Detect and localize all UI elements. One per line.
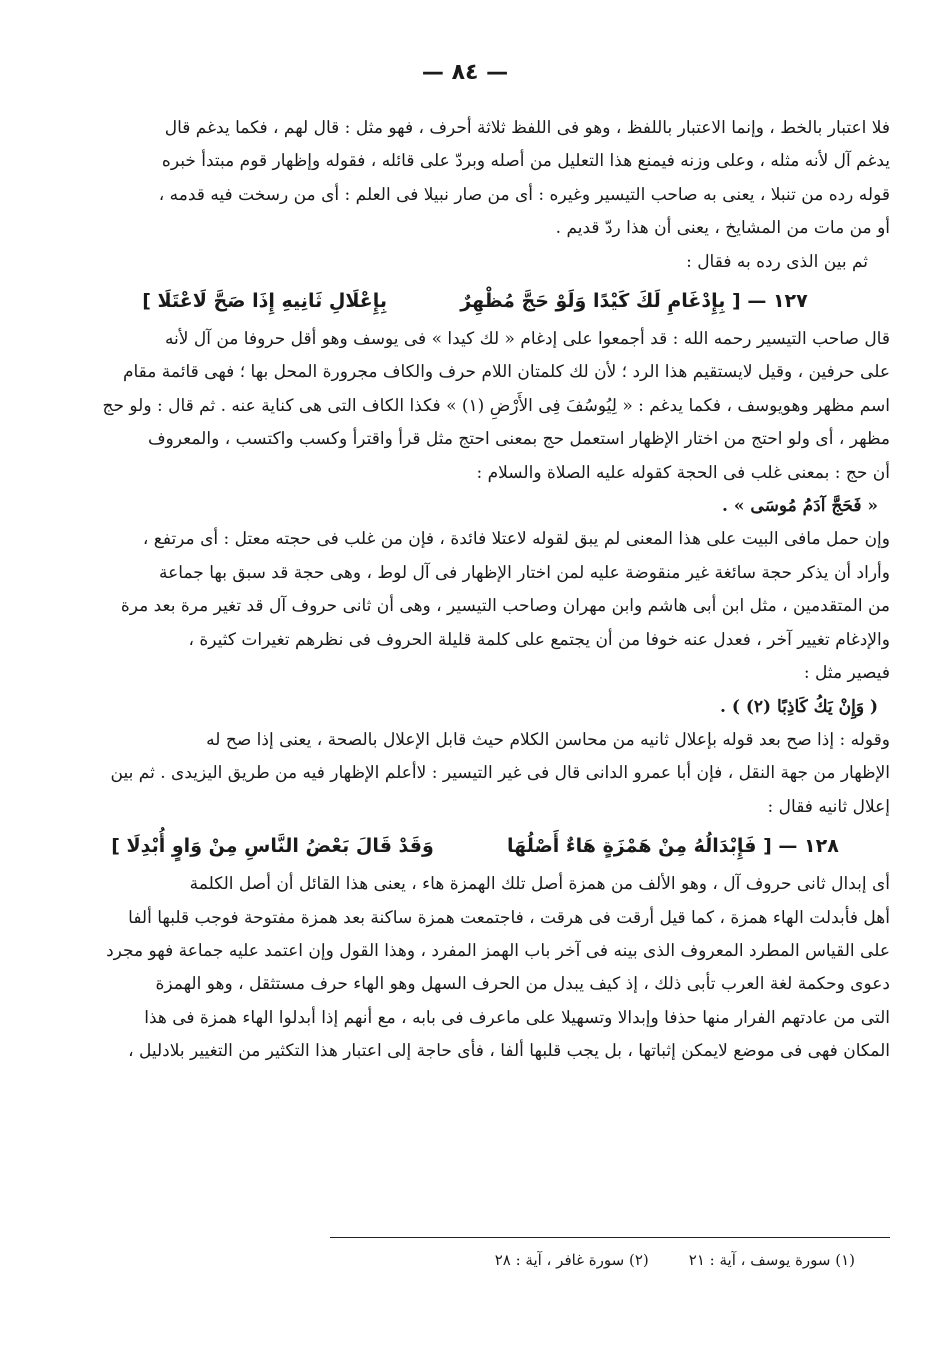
text-line: قال صاحب التيسير رحمه الله : قد أجمعوا على إدغام « لك كيدا » فى يوسف وهو أقل حروفا من آل لأنه bbox=[164, 329, 890, 350]
text-line: على حرفين ، وقيل لايستقيم هذا الرد ؛ لأن لك كلمتان اللام حرف والكاف مجرورة المحل بها ؛ فهى قائمة مقام bbox=[122, 362, 890, 383]
text-line: وإن حمل مافى البيت على هذا المعنى لم يبق لقوله لاعتلا فائدة ، فإن من غلب فى حجته معتل : أى مرتفع ، bbox=[142, 529, 890, 550]
verse-second-half: بِإِعْلَالِ ثَانِيهِ إِذَا صَحَّ لَاعْتَلَا ] bbox=[142, 290, 387, 313]
text-line: مظهر ، أى ولو احتج من اختار الإظهار استعمل حج بمعنى احتج مثل قرأ واقترأ وكسب واكتسب ، والمعروف bbox=[147, 429, 890, 450]
verse-first-half: بِإِدْغَامِ لَكَ كَيْدًا وَلَوْ حَجَّ مُظْهِرٌ bbox=[460, 290, 726, 313]
text-line: التى من عادتهم الفرار منها حذفا وإبدالا وتسهيلا على ماعرف فى بابه ، مع أنهم إذا أبدلوا الهاء همزة فى هذا bbox=[144, 1007, 890, 1028]
text-line: دعوى وحكمة لغة العرب تأبى ذلك ، إذ كيف يبدل من الحرف السهل وهو الهاء حرف مستثقل ، وهو الهمزة bbox=[155, 974, 890, 995]
text-line: من المتقدمين ، مثل ابن أبى هاشم وابن مهران وصاحب التيسير ، وهى أن ثانى حروف آل قد تغير مرة بعد مرة bbox=[120, 596, 890, 617]
text-line: أى إبدال ثانى حروف آل ، وهو الألف من همزة أصل تلك الهمزة هاء ، يعنى هذا القائل أن أصل الكلمة bbox=[189, 874, 890, 895]
footnote-divider bbox=[330, 1237, 890, 1238]
text-line: إعلال ثانيه فقال : bbox=[767, 796, 890, 817]
text-line: والإدغام تغيير آخر ، فعدل عنه خوفا من أن يجتمع على كلمة قليلة الحروف فى نظرهم تغيرات كثيرة ، bbox=[188, 629, 890, 650]
text-line: اسم مظهر وهويوسف ، فكما يدغم : « لِيُوسُفَ فِى الأَرْضِ (١) » فكذا الكاف التى هى كناية عنه . ثم قال : ولو حج bbox=[102, 395, 890, 416]
body-text bbox=[60, 112, 890, 1069]
quran-quote: ( وَإِنْ يَكُ كَاذِبًا (٢) ) . bbox=[720, 696, 878, 717]
text-line: أهل فأبدلت الهاء همزة ، كما قيل أرقت فى هرقت ، فاجتمعت همزة ساكنة بعد همزة مفتوحة فوجب قلبها ألفا bbox=[128, 907, 890, 928]
text-line: قوله رده من تنبلا ، يعنى به صاحب التيسير وغيره : أى من صار نبيلا فى العلم : أى من رسخت فيه قدمه ، bbox=[158, 184, 890, 205]
verse-number: ١٢٧ — [ bbox=[732, 290, 808, 313]
verse-127 bbox=[60, 279, 890, 323]
text-line: يدغم آل لأنه مثله ، وعلى وزنه فيمنع هذا التعليل من أصله وبردّ على قائله ، فقوله وإظهار قوم مبتدأ خبره bbox=[161, 151, 890, 172]
page-number: — ٨٤ — bbox=[421, 60, 509, 85]
verse-number: ١٢٨ — [ bbox=[763, 835, 839, 858]
text-line: المكان فهى فى موضع لايمكن إثباتها ، بل يجب قلبها ألفا ، فأى حاجة إلى اعتبار هذا التكثير من التغيير بلادليل ، bbox=[128, 1041, 890, 1062]
verse-intro: ثم بين الذى رده به فقال : bbox=[686, 251, 868, 272]
footnote-1: (١) سورة يوسف ، آية : ٢١ bbox=[688, 1251, 855, 1269]
text-line: أو من مات من المشايخ ، يعنى أن هذا ردّ قديم . bbox=[555, 218, 890, 239]
text-line: وأراد أن يذكر حجة سائغة غير منقوضة عليه لمن اختار الإظهار فى آل لوط ، وهى حجة قد سبق بها جماعة bbox=[159, 562, 890, 583]
text-line: الإظهار من جهة النقل ، فإن أبا عمرو الدانى قال فى غير التيسير : لاأعلم الإظهار فيه من طريق اليزيدى . ثم بين bbox=[110, 763, 890, 784]
text-line: أن حج : بمعنى غلب فى الحجة كقوله عليه الصلاة والسلام : bbox=[476, 462, 890, 483]
text-line: فيصير مثل : bbox=[803, 663, 890, 684]
verse-first-half: فَإِبْدَالُهُ مِنْ هَمْزَةٍ هَاءٌ أَصْلُهَا bbox=[507, 835, 757, 858]
text-line: على القياس المطرد المعروف الذى بينه فى آخر باب الهمز المفرد ، وهذا القول وإن اعتمد عليه جماعة فهو مجرد bbox=[106, 940, 890, 961]
text-line: وقوله : إذا صح بعد قوله بإعلال ثانيه من محاسن الكلام حيث قابل الإعلال بالصحة ، يعنى إذا صح له bbox=[206, 729, 890, 750]
footnotes bbox=[335, 1248, 855, 1272]
hadith-quote: « فَحَجَّ آدَمُ مُوسَى » . bbox=[722, 496, 878, 517]
footnote-2: (٢) سورة غافر ، آية : ٢٨ bbox=[494, 1251, 649, 1269]
verse-128 bbox=[60, 824, 890, 868]
text-line: فلا اعتبار بالخط ، وإنما الاعتبار باللفظ ، وهو فى اللفظ ثلاثة أحرف ، فهو مثل : قال لهم ، فكما يدغم قال bbox=[164, 118, 890, 138]
verse-second-half: وَقَدْ قَالَ بَعْضُ النَّاسِ مِنْ وَاوٍ أُبْدِلَا ] bbox=[111, 835, 434, 858]
